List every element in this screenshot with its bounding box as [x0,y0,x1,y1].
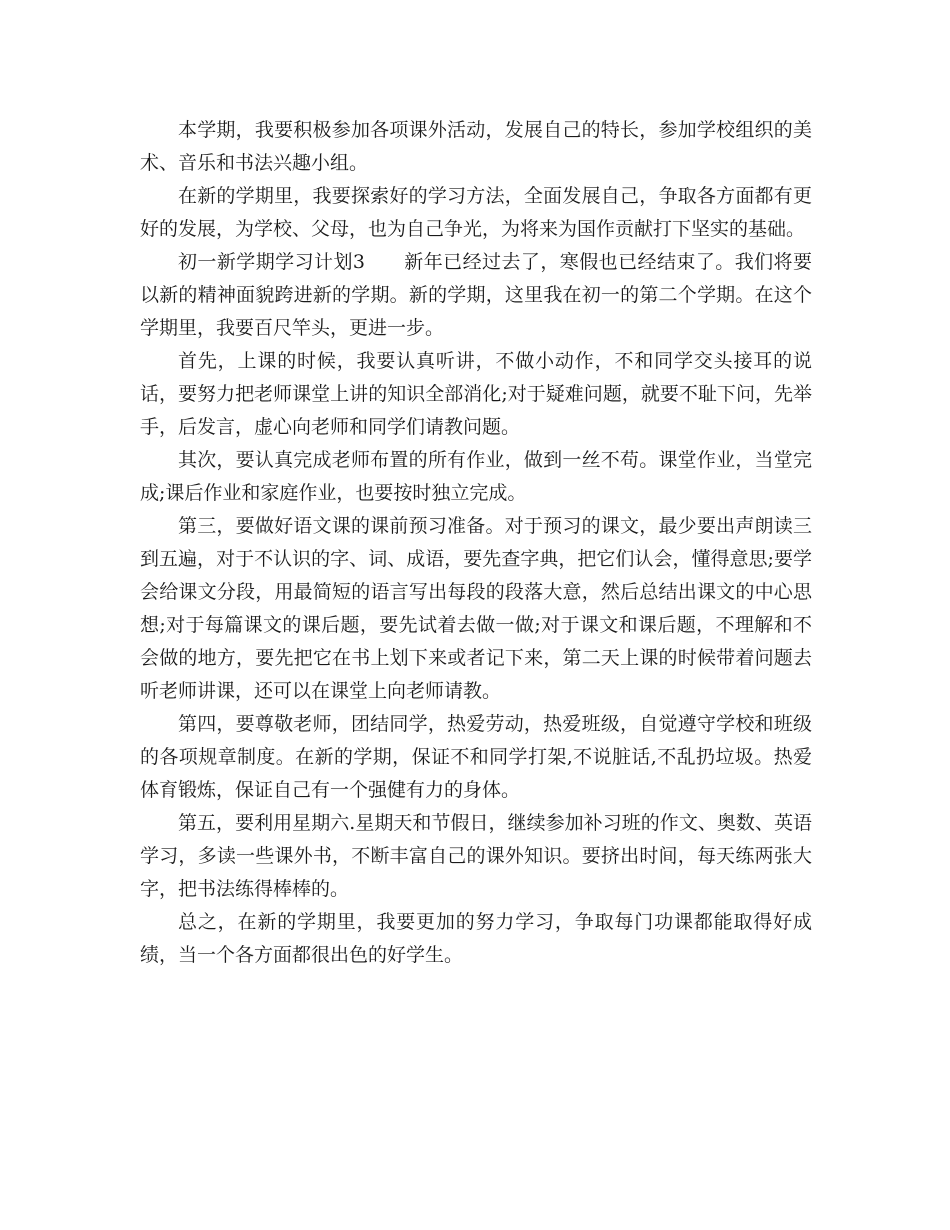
paragraph-2: 在新的学期里，我要探索好的学习方法，全面发展自己，争取各方面都有更好的发展，为学校、父母，也为自己争光，为将来为国作贡献打下坚实的基础。 [140,185,812,240]
paragraph-6: 第三，要做好语文课的课前预习准备。对于预习的课文，最少要出声朗读三到五遍，对于不认识的字、词、成语，要先查字典，把它们认会，懂得意思;要学会给课文分段，用最简短的语言写出每段的段落大意，然后总结出课文的中心思想;对于每篇课文的课后题，要先试着去做一做;对于课文和课后题，不理解和不会做的地方，要先把它在书上划下来或者记下来，第二天上课的时候带着问题去听老师讲课，还可以在课堂上向老师请教。 [140,515,812,702]
paragraph-9: 总之，在新的学期里，我要更加的努力学习，争取每门功课都能取得好成绩，当一个各方面都很出色的好学生。 [140,911,812,966]
paragraph-1: 本学期，我要积极参加各项课外活动，发展自己的特长，参加学校组织的美术、音乐和书法兴趣小组。 [140,119,812,174]
paragraph-4: 首先，上课的时候，我要认真听讲，不做小动作，不和同学交头接耳的说话，要努力把老师课堂上讲的知识全部消化;对于疑难问题，就要不耻下问，先举手，后发言，虚心向老师和同学们请教问题。 [140,350,812,438]
paragraph-8: 第五，要利用星期六.星期天和节假日，继续参加补习班的作文、奥数、英语学习，多读一些课外书，不断丰富自己的课外知识。要挤出时间，每天练两张大字，把书法练得棒棒的。 [140,812,812,900]
paragraph-5: 其次，要认真完成老师布置的所有作业，做到一丝不苟。课堂作业，当堂完成;课后作业和家庭作业，也要按时独立完成。 [140,449,812,504]
document-body [140,114,812,972]
paragraph-3: 初一新学期学习计划3 新年已经过去了，寒假也已经结束了。我们将要以新的精神面貌跨进新的学期。新的学期，这里我在初一的第二个学期。在这个学期里，我要百尺竿头，更进一步。 [140,251,812,339]
paragraph-7: 第四，要尊敬老师，团结同学，热爱劳动，热爱班级，自觉遵守学校和班级的各项规章制度。在新的学期，保证不和同学打架,不说脏话,不乱扔垃圾。热爱体育锻炼，保证自己有一个强健有力的身体。 [140,713,812,801]
